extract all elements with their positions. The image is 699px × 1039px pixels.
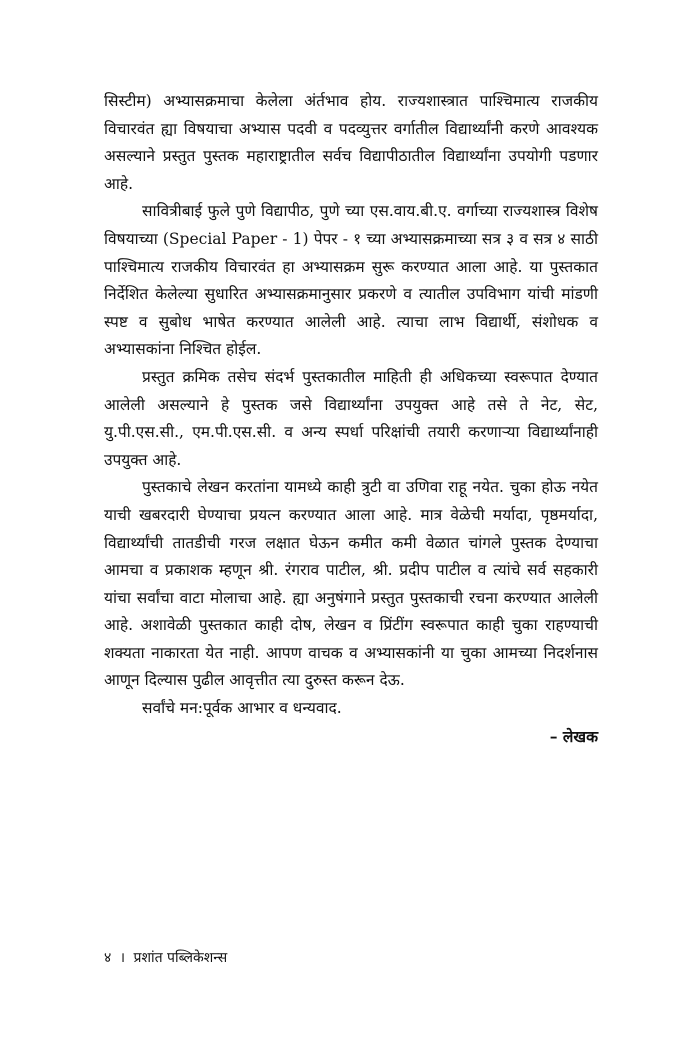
body-text bbox=[104, 88, 598, 750]
page-number: ४ bbox=[104, 950, 112, 966]
page-footer bbox=[104, 948, 227, 968]
paragraph-3: प्रस्तुत क्रमिक तसेच संदर्भ पुस्तकातील माहिती ही अधिकच्या स्वरूपात देण्यात आलेली असल्याने हे पुस्तक जसे विद्यार्थ्यांना उपयुक्त आहे तसे ते नेट, सेट, यु.पी.एस.सी., एम.पी.एस.सी. व अन्य स्पर्धा परिक्षांची तयारी करणाऱ्या विद्यार्थ्यांनाही उपयुक्त आहे. bbox=[104, 367, 598, 469]
paragraph-5: सर्वांचे मन:पूर्वक आभार व धन्यवाद. bbox=[142, 699, 342, 718]
paragraph-4: पुस्तकाचे लेखन करतांना यामध्ये काही त्रुटी वा उणिवा राहू नयेत. चुका होऊ नयेत याची खबरदारी घेण्याचा प्रयत्न करण्यात आला आहे. मात्र वेळेची मर्यादा, पृष्ठमर्यादा, विद्यार्थ्यांची तातडीची गरज लक्षात घेऊन कमीत कमी वेळात चांगले पुस्तक देण्याचा आमचा व प्रकाशक म्हणून श्री. रंगराव पाटील, श्री. प्रदीप पाटील व त्यांचे सर्व सहकारी यांचा सर्वांचा वाटा मोलाचा आहे. ह्या अनुषंगाने प्रस्तुत पुस्तकाची रचना करण्यात आलेली आहे. अशावेळी पुस्तकात काही दोष, लेखन व प्रिंटींग स्वरूपात काही चुका राहण्याची शक्यता नाकारता येत नाही. आपण वाचक व अभ्यासकांनी या चुका आमच्या निदर्शनास आणून दिल्यास पुढील आवृत्तीत त्या दुरुस्त करून देऊ. bbox=[104, 478, 598, 690]
author-signature: – लेखक bbox=[549, 726, 598, 746]
publisher-name: प्रशांत पब्लिकेशन्स bbox=[133, 950, 228, 966]
paragraph-1: सिस्टीम) अभ्यासक्रमाचा केलेला अंर्तभाव होय. राज्यशास्त्रात पाश्चिमात्य राजकीय विचारवंत ह्या विषयाचा अभ्यास पदवी व पदव्युत्तर वर्गातील विद्यार्थ्यांनी करणे आवश्यक असल्याने प्रस्तुत पुस्तक महाराष्ट्रातील सर्वच विद्यापीठातील विद्यार्थ्यांना उपयोगी पडणार आहे. bbox=[104, 92, 598, 193]
paragraph-2: सावित्रीबाई फुले पुणे विद्यापीठ, पुणे च्या एस.वाय.बी.ए. वर्गाच्या राज्यशास्त्र विशेष विषयाच्या (Special Paper - 1) पेपर - १ च्या अभ्यासक्रमाच्या सत्र ३ व सत्र ४ साठी पाश्चिमात्य राजकीय विचारवंत हा अभ्यासक्रम सुरू करण्यात आला आहे. या पुस्तकात निर्देशित केलेल्या सुधारित अभ्यासक्रमानुसार प्रकरणे व त्यातील उपविभाग यांची मांडणी स्पष्ट व सुबोध भाषेत करण्यात आलेली आहे. त्याचा लाभ विद्यार्थी, संशोधक व अभ्यासकांना निश्चित होईल. bbox=[104, 202, 598, 359]
footer-separator: । bbox=[119, 950, 126, 966]
